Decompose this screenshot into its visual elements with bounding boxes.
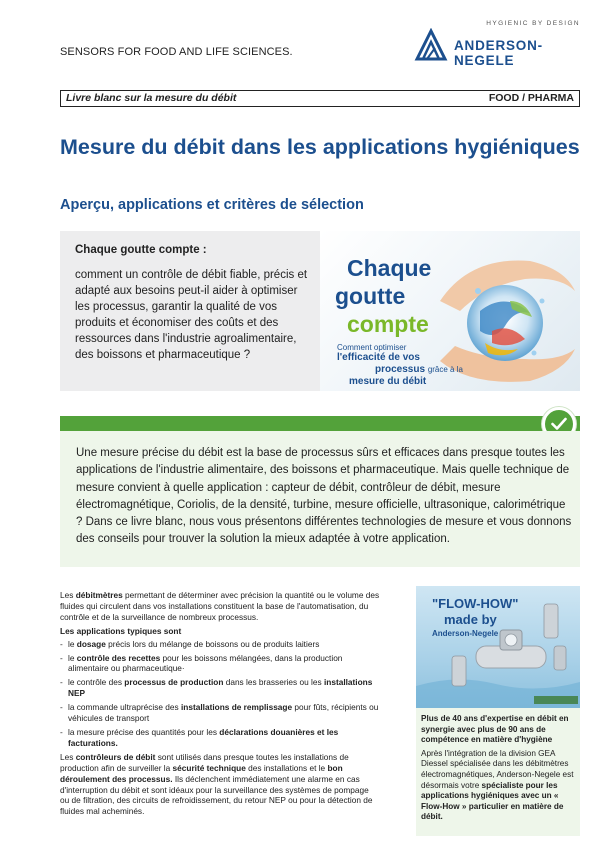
text-run: précis lors du mélange de boissons ou de produits laitiers — [105, 638, 320, 649]
ribbon-doc-type: Livre blanc sur la mesure du débit — [66, 92, 237, 104]
list-item — [60, 639, 380, 650]
list-item — [60, 677, 380, 699]
text-run-bold: spécialiste pour les applications hygiéniques avec un « Flow-How » particulier en matière de débit. — [421, 780, 564, 822]
ad-quote: "FLOW-HOW" — [432, 596, 519, 611]
applications-heading — [60, 626, 380, 637]
text-run-bold: contrôleurs de débit — [75, 751, 156, 762]
body-paragraph-1 — [60, 590, 380, 623]
text-run: la mesure précise des quantités pour les — [68, 726, 220, 737]
hero-line-2: l'efficacité de vos — [337, 352, 420, 363]
summary-accent-bar — [60, 416, 580, 431]
page-subtitle: Aperçu, applications et critères de sélection — [60, 197, 364, 213]
applications-list — [60, 639, 380, 749]
text-run: le — [68, 652, 77, 663]
hero-line-1: Comment optimiser — [337, 343, 407, 352]
page-title: Mesure du débit dans les applications hygiéniques — [60, 135, 580, 159]
text-run: le — [68, 638, 77, 649]
text-run: permettant de déterminer avec précision la quantité ou le volume des fluides qui circulent dans vos installations constituent la base de l'automatisation, du contrôle et de la surveillance de nombreux processus. — [60, 590, 380, 622]
text-run-bold: installations NEP — [68, 677, 373, 699]
ad-caption-box — [416, 708, 580, 836]
list-item — [60, 653, 380, 675]
text-run: Ils déclenchent immédiatement une alarme en cas d'interruption du débit et sont idéaux pour la surveillance des systèmes de pompage ou de filtration, des circuits de refroidissement, du retour NEP ou pour la détection de fluides mal acheminés. — [60, 773, 373, 817]
text-run-bold: installations de remplissage — [180, 702, 293, 713]
text-run: Les — [60, 751, 76, 762]
summary-text: Une mesure précise du débit est la base de processus sûrs et efficaces dans presque toutes les applications de l'industrie alimentaire, des boissons et pharmaceutique. Mais quelle technique de mesure convient à quelle application : capteur de débit, contrôleur de débit, mesure électromagnétique, Coriolis, de la densité, turbine, mesure officielle, ultrasonique, calorimétrique ? Dans ce livre blanc, nous vous présentons différentes technologies de mesure et vous donnons des conseils pour trouver la solution la mieux adaptée à votre application. — [76, 447, 572, 546]
ribbon-category: FOOD / PHARMA — [488, 92, 574, 104]
header-tagline: SENSORS FOR FOOD AND LIFE SCIENCES. — [60, 46, 293, 58]
text-run: la commande ultraprécise des — [68, 702, 181, 713]
intro-question-body: comment un contrôle de débit fiable, précis et adapté aux besoins peut-il aider à optimiser les processus, garantir la qualité de vos produits et économiser des coûts et des ressources dans l'industrie agroalimentaire, des boissons et pharmaceutique ? — [75, 269, 308, 361]
hero-word-1: Chaque — [347, 255, 432, 281]
text-run: Après l'intégration de la division GEA Diessel spécialisée dans les débitmètres électromagnétiques, Anderson-Negele est désormais votre — [421, 748, 574, 790]
text-run-bold: Les applications typiques sont — [60, 625, 182, 636]
text-run-bold: déclarations douanières et les facturations. — [68, 726, 339, 748]
text-run: pour fûts, récipients ou véhicules de transport — [68, 702, 379, 724]
checkmark-icon — [551, 417, 567, 431]
text-run: le contrôle des — [68, 677, 125, 688]
summary-box — [60, 431, 580, 567]
text-run-bold: débitmètres — [75, 590, 123, 600]
hero-line-3-main: processus — [375, 364, 426, 375]
text-run-bold: processus de production — [124, 677, 224, 688]
hero-line-3-small: grâce à la — [427, 365, 463, 374]
flow-how-ad-image — [416, 586, 580, 708]
body-paragraph-2 — [60, 752, 380, 817]
company-logo[interactable] — [414, 18, 584, 68]
text-run-bold: sécurité technique — [172, 762, 246, 773]
hero-word-2: goutte — [335, 283, 406, 309]
ad-caption-heading: Plus de 40 ans d'expertise en débit en synergie avec plus de 90 ans de compétence en matière d'hygiène — [421, 714, 569, 745]
list-item — [60, 702, 380, 724]
text-run: pour les boissons mélangées, dans la production alimentaire ou pharmaceutique· — [68, 652, 343, 674]
body-column — [60, 590, 380, 817]
intro-question-box — [60, 231, 320, 391]
hero-line-4: mesure du débit — [349, 376, 427, 387]
list-item — [60, 727, 380, 749]
ad-caption-body — [421, 749, 575, 823]
text-run: Les — [60, 590, 76, 600]
text-run-bold: contrôle des recettes — [76, 652, 161, 663]
intro-question-heading: Chaque goutte compte : — [75, 244, 207, 256]
hero-image — [320, 231, 580, 391]
document-ribbon — [60, 90, 580, 107]
logo-triangle-icon — [414, 28, 448, 62]
text-run-bold: dosage — [76, 638, 106, 649]
text-run-bold: bon déroulement des processus. — [60, 762, 343, 784]
hero-line-3 — [375, 364, 463, 375]
ad-brand: Anderson-Negele — [432, 629, 499, 638]
text-run: sont utilisés dans presque toutes les installations de production afin de surveiller la — [60, 751, 349, 773]
hero-word-3: compte — [347, 311, 429, 337]
logo-tagline: HYGIENIC BY DESIGN — [486, 20, 580, 27]
text-run: dans les brasseries ou les — [223, 677, 324, 688]
logo-brand: ANDERSON-NEGELE — [454, 38, 543, 68]
text-run: des installations et le — [245, 762, 328, 773]
ad-made-by: made by — [444, 612, 497, 627]
